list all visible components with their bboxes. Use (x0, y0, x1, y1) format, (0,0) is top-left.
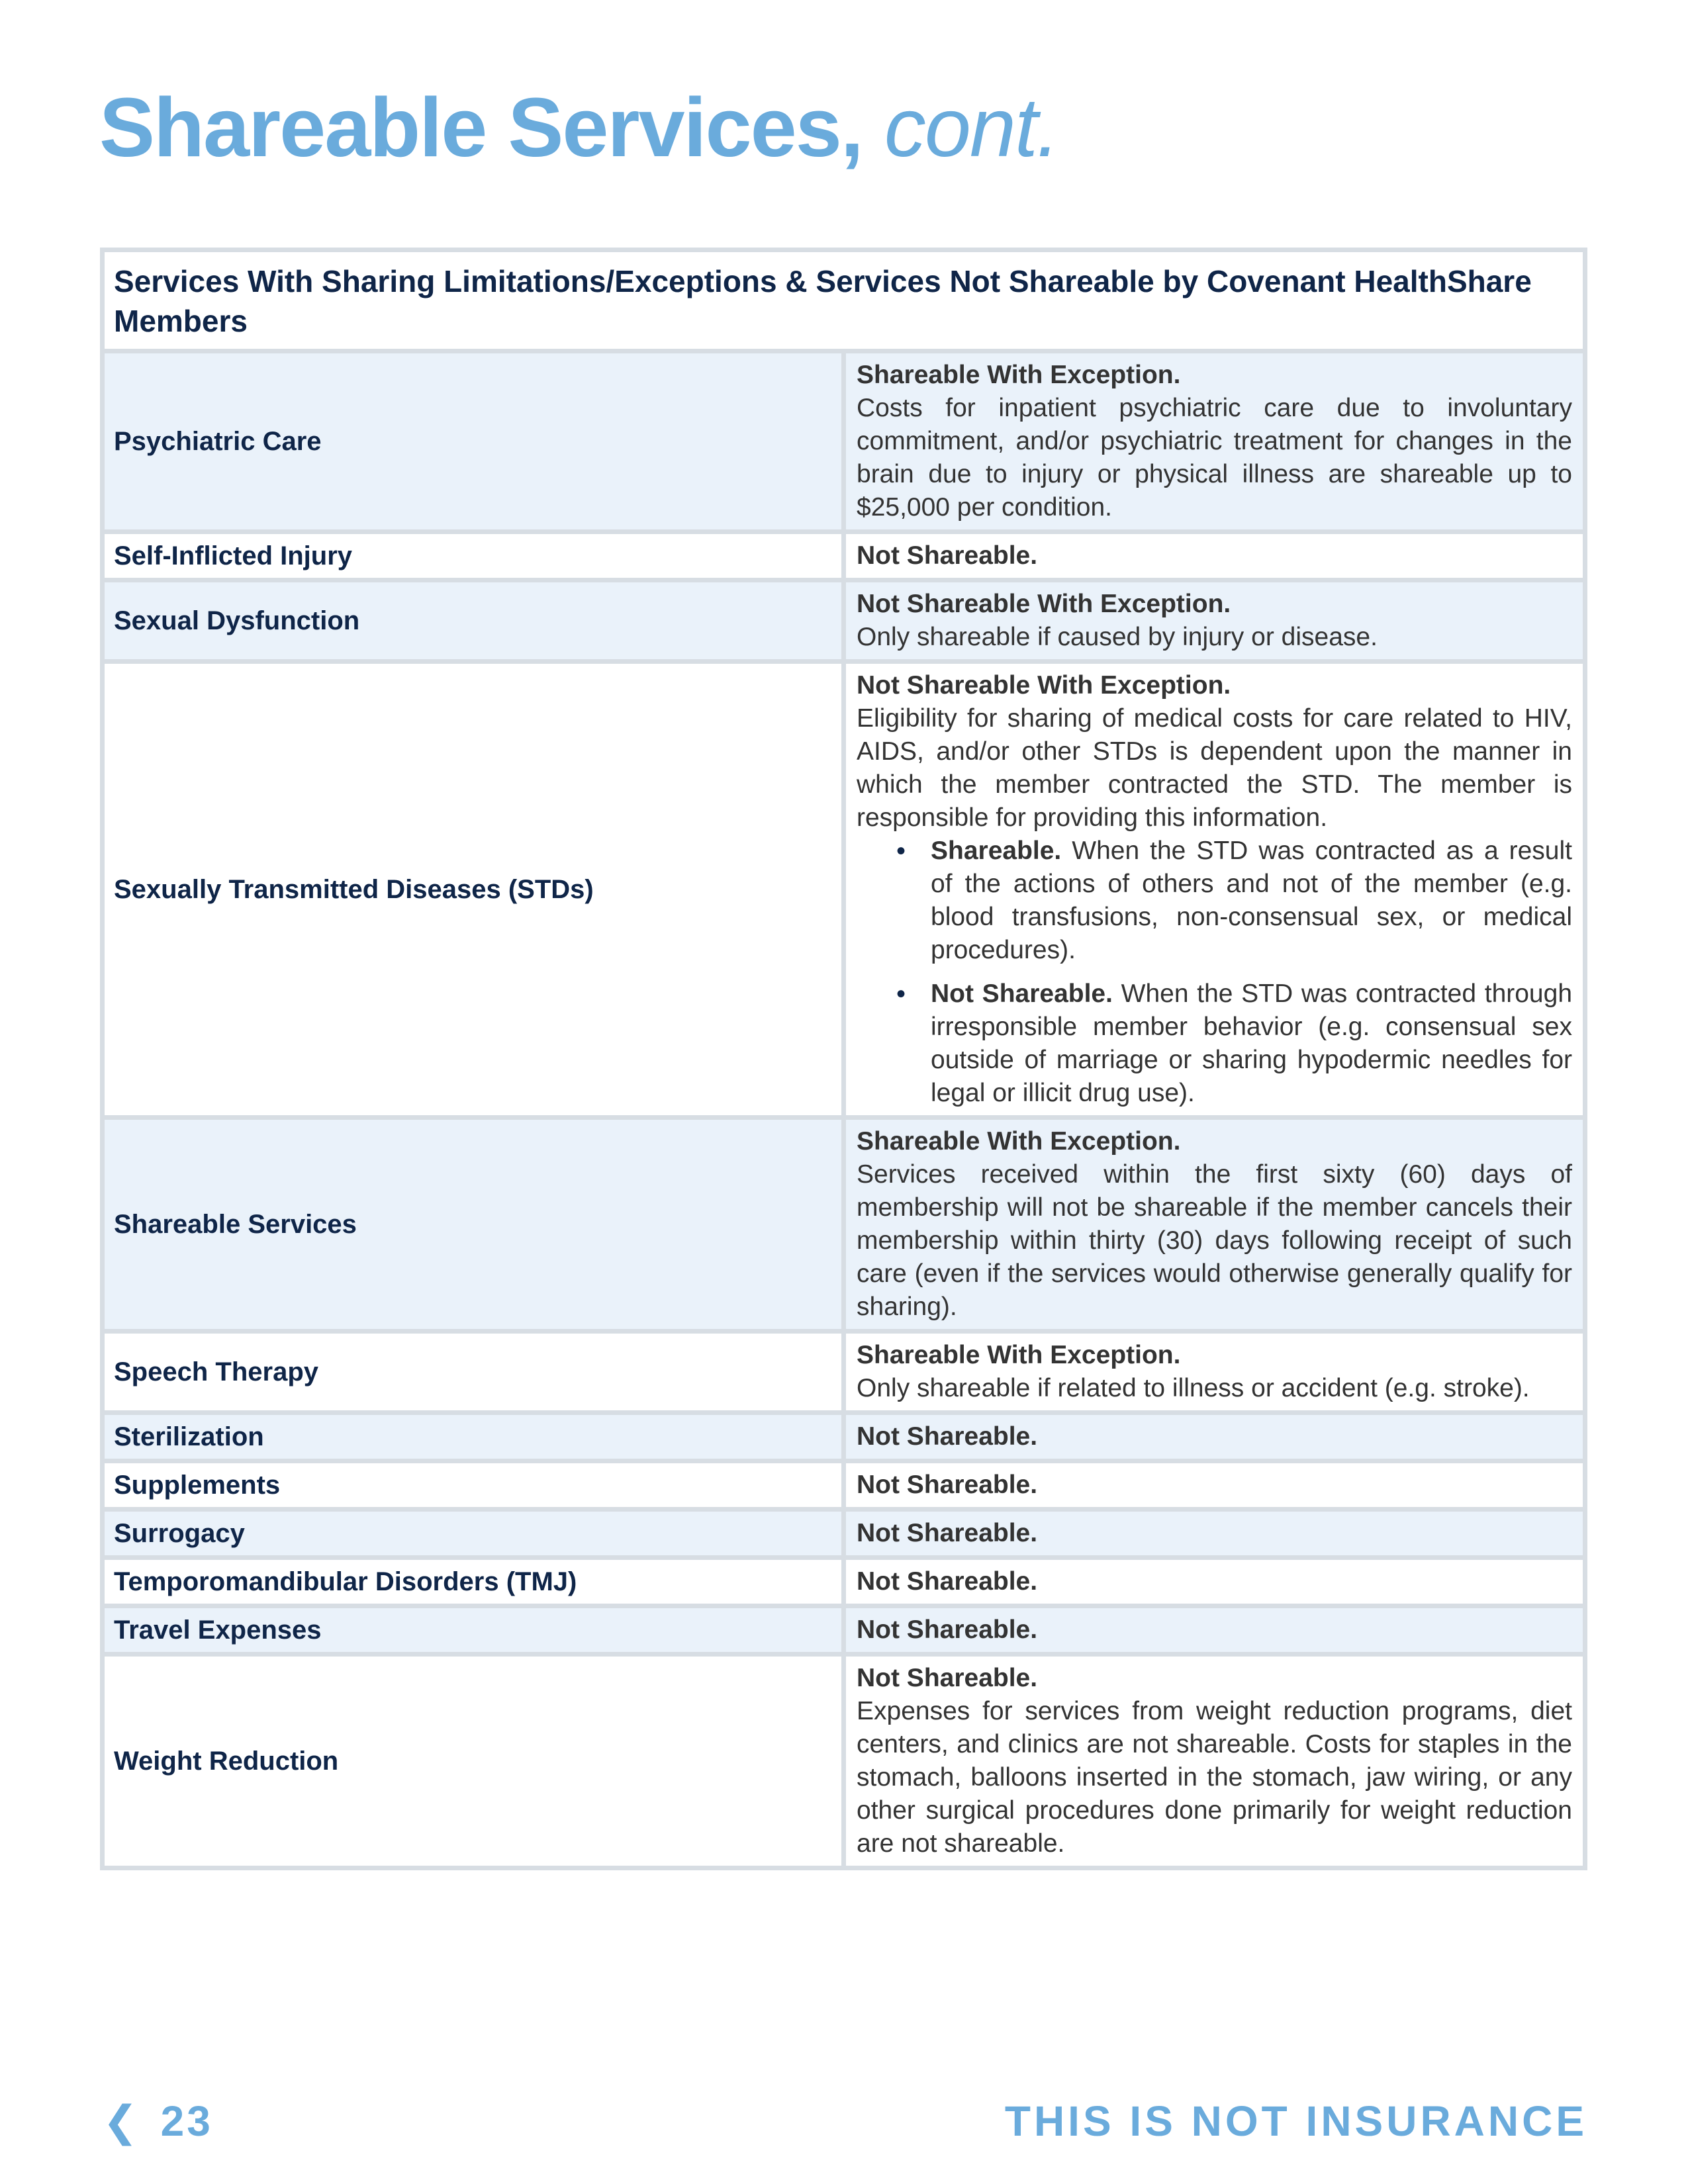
row-description (844, 1606, 1585, 1655)
chevron-left-icon: ❮ (103, 2097, 141, 2145)
table-row (103, 580, 1585, 662)
row-status: Not Shareable. (857, 1567, 1038, 1596)
row-status: Not Shareable. (857, 1471, 1038, 1499)
row-text: Eligibility for sharing of medical costs for care related to HIV, AIDS, and/or other STDs is dependent upon the manner in which the member contracted the STD. The member is responsible for providing this information. (857, 704, 1572, 832)
table-row (103, 1510, 1585, 1558)
row-description (844, 1413, 1585, 1461)
bullet-lead: Shareable. (931, 837, 1062, 865)
bullet-item (896, 835, 1572, 967)
row-description (844, 351, 1585, 532)
row-description (844, 1558, 1585, 1606)
footer-disclaimer: THIS IS NOT INSURANCE (1004, 2097, 1587, 2145)
row-label: Sterilization (103, 1413, 844, 1461)
page-title-italic: cont. (884, 81, 1058, 174)
row-status: Shareable With Exception. (857, 361, 1181, 389)
row-status: Shareable With Exception. (857, 1341, 1181, 1369)
row-label: Self-Inflicted Injury (103, 532, 844, 580)
row-description (844, 1332, 1585, 1413)
page-title (99, 79, 1058, 175)
row-label: Surrogacy (103, 1510, 844, 1558)
bullet-text: When the STD was contracted as a result of the actions of others and not of the member (e.g. blood transfusions, non-consensual sex, or medical procedures). (931, 837, 1572, 964)
row-label: Sexual Dysfunction (103, 580, 844, 662)
row-status: Not Shareable. (857, 1519, 1038, 1547)
row-description (844, 580, 1585, 662)
page-number: 23 (160, 2097, 213, 2145)
bullet-item (896, 978, 1573, 1110)
row-status: Not Shareable. (857, 1664, 1038, 1692)
row-label: Travel Expenses (103, 1606, 844, 1655)
row-description (844, 532, 1585, 580)
row-label: Temporomandibular Disorders (TMJ) (103, 1558, 844, 1606)
page-title-main: Shareable Services, (99, 81, 863, 174)
table-row (103, 1655, 1585, 1868)
services-table-container (100, 248, 1587, 1870)
row-label: Shareable Services (103, 1118, 844, 1332)
bullet-dot-icon: • (896, 979, 906, 1009)
table-row (103, 1413, 1585, 1461)
table-row (103, 1606, 1585, 1655)
row-text: Expenses for services from weight reduction programs, diet centers, and clinics are not shareable. Costs for staples in the stomach, balloons inserted in the stomach, jaw wiring, or any other surgical procedures done primarily for weight reduction are not shareable. (857, 1697, 1572, 1858)
previous-page-link[interactable] (103, 2097, 213, 2146)
row-status: Not Shareable. (857, 1615, 1038, 1644)
table-row (103, 351, 1585, 532)
row-description (844, 1655, 1585, 1868)
table-row (103, 532, 1585, 580)
table-row (103, 1558, 1585, 1606)
row-label: Psychiatric Care (103, 351, 844, 532)
table-row (103, 1461, 1585, 1510)
bullet-lead: Not Shareable. (931, 979, 1113, 1008)
row-description (844, 662, 1585, 1118)
services-table (100, 248, 1587, 1870)
row-description (844, 1461, 1585, 1510)
row-label: Sexually Transmitted Diseases (STDs) (103, 662, 844, 1118)
row-label: Supplements (103, 1461, 844, 1510)
row-status: Not Shareable With Exception. (857, 671, 1231, 700)
table-row (103, 1332, 1585, 1413)
table-row (103, 1118, 1585, 1332)
row-description (844, 1510, 1585, 1558)
row-text: Only shareable if related to illness or accident (e.g. stroke). (857, 1374, 1530, 1402)
row-label: Speech Therapy (103, 1332, 844, 1413)
table-heading: Services With Sharing Limitations/Exceptions & Services Not Shareable by Covenant HealthShare Members (103, 250, 1585, 351)
bullet-text: When the STD was contracted through irresponsible member behavior (e.g. consensual sex outside of marriage or sharing hypodermic needles for legal or illicit drug use). (931, 979, 1573, 1107)
table-row (103, 662, 1585, 1118)
row-status: Not Shareable With Exception. (857, 590, 1231, 618)
row-description (844, 1118, 1585, 1332)
row-text: Only shareable if caused by injury or disease. (857, 623, 1378, 651)
row-text: Services received within the first sixty (60) days of membership will not be shareable if the member cancels their membership within thirty (30) days following receipt of such care (even if the services would otherwise generally qualify for sharing). (857, 1160, 1572, 1321)
bullet-list (857, 835, 1572, 1110)
row-status: Shareable With Exception. (857, 1127, 1181, 1156)
row-label: Weight Reduction (103, 1655, 844, 1868)
row-status: Not Shareable. (857, 541, 1038, 570)
bullet-dot-icon: • (896, 837, 906, 866)
row-text: Costs for inpatient psychiatric care due to involuntary commitment, and/or psychiatric treatment for changes in the brain due to injury or physical illness are shareable up to $25,000 per condition. (857, 394, 1572, 522)
row-status: Not Shareable. (857, 1422, 1038, 1451)
